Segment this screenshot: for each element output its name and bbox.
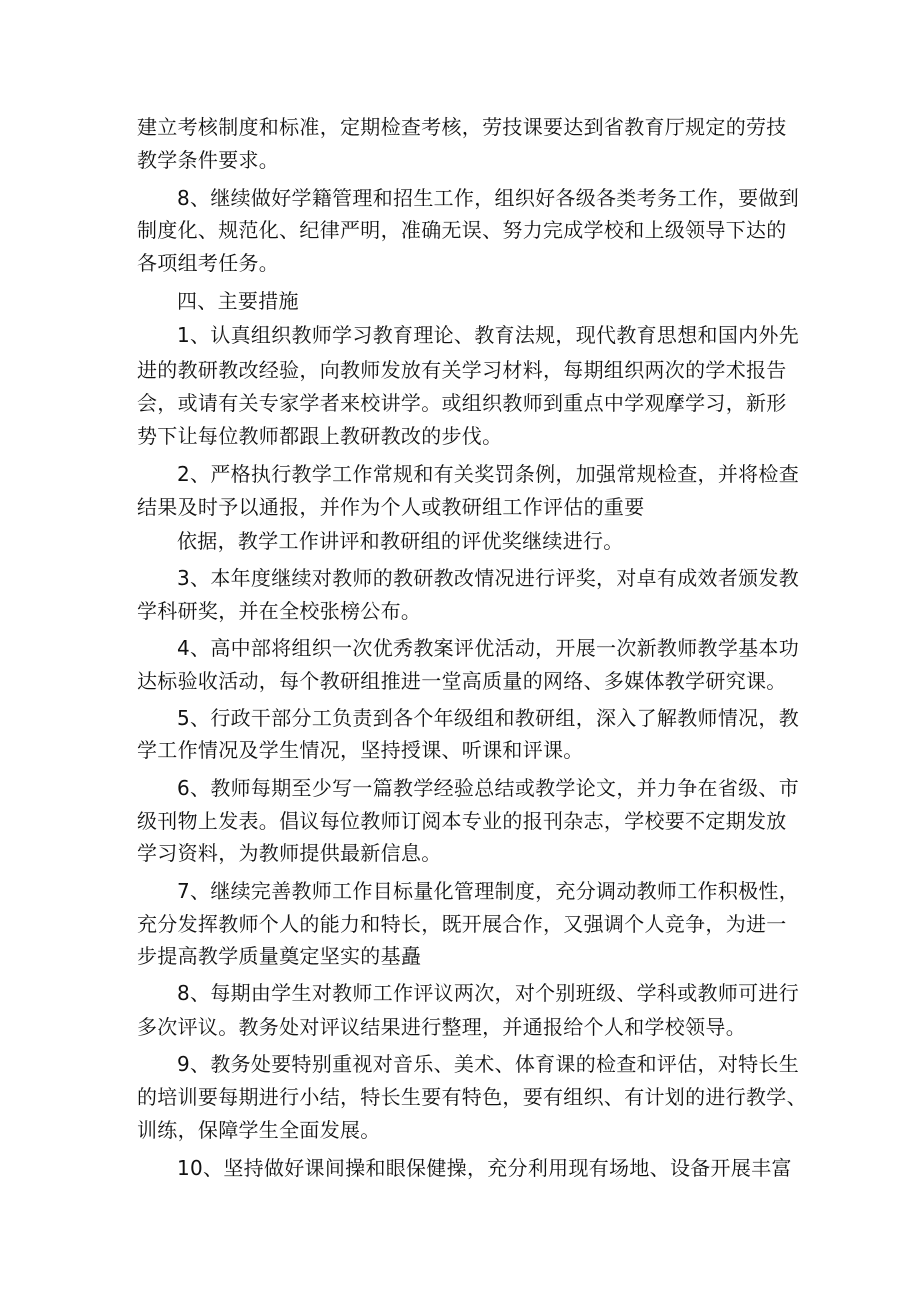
text-line: 8、继续做好学籍管理和招生工作，组织好各级各类考务工作，要做到 — [177, 186, 800, 210]
text-line: 1、认真组织教师学习教育理论、教育法规，现代教育思想和国内外先 — [177, 323, 800, 347]
text-line: 7、继续完善教师工作目标量化管理制度，充分调动教师工作积极性， — [177, 879, 800, 903]
text-line: 充分发挥教师个人的能力和特长，既开展合作，又强调个人竞争，为进一 — [137, 912, 787, 936]
text-line: 会，或请有关专家学者来校讲学。或组织教师到重点中学观摩学习，新形 — [137, 391, 787, 415]
text-line: 制度化、规范化、纪律严明，准确无误、努力完成学校和上级领导下达的 — [137, 218, 787, 242]
text-line: 2、严格执行教学工作常规和有关奖罚条例，加强常规检查，并将检查 — [177, 462, 800, 486]
text-line: 进的教研教改经验，向教师发放有关学习材料，每期组织两次的学术报告 — [137, 358, 787, 382]
text-line: 势下让每位教师都跟上教研教改的步伐。 — [137, 424, 503, 448]
text-line: 3、本年度继续对教师的教研教改情况进行评奖，对卓有成效者颁发教 — [177, 566, 800, 590]
text-line: 的培训要每期进行小结，特长生要有特色，要有组织、有计划的进行教学、 — [137, 1085, 807, 1109]
text-line: 依据，教学工作讲评和教研组的评优奖继续进行。 — [177, 529, 624, 553]
text-line: 四、主要措施 — [177, 289, 299, 313]
text-line: 各项组考任务。 — [137, 251, 280, 275]
text-line: 10、坚持做好课间操和眼保健操，充分利用现有场地、设备开展丰富 — [177, 1156, 792, 1180]
text-line: 学科研奖，并在全校张榜公布。 — [137, 599, 422, 623]
text-line: 结果及时予以通报，并作为个人或教研组工作评估的重要 — [137, 495, 645, 519]
text-line: 多次评议。教务处对评议结果进行整理，并通报给个人和学校领导。 — [137, 1015, 746, 1039]
text-line: 4、高中部将组织一次优秀教案评优活动，开展一次新教师教学基本功 — [177, 636, 800, 660]
text-line: 9、教务处要特别重视对音乐、美术、体育课的检查和评估，对特长生 — [177, 1052, 800, 1076]
text-line: 6、教师每期至少写一篇教学经验总结或教学论文，并力争在省级、市 — [177, 776, 800, 800]
text-line: 达标验收活动，每个教研组推进一堂高质量的网络、多媒体教学研究课。 — [137, 669, 787, 693]
text-line: 学习资料，为教师提供最新信息。 — [137, 841, 442, 865]
text-line: 5、行政干部分工负责到各个年级组和教研组，深入了解教师情况，教 — [177, 706, 800, 730]
text-line: 建立考核制度和标准，定期检查考核，劳技课要达到省教育厅规定的劳技 — [137, 115, 787, 139]
text-line: 训练，保障学生全面发展。 — [137, 1118, 381, 1142]
text-line: 学工作情况及学生情况，坚持授课、听课和评课。 — [137, 738, 584, 762]
text-line: 步提高教学质量奠定坚实的基矗 — [137, 944, 422, 968]
text-line: 8、每期由学生对教师工作评议两次，对个别班级、学科或教师可进行 — [177, 981, 800, 1005]
text-line: 级刊物上发表。倡议每位教师订阅本专业的报刊杂志，学校要不定期发放 — [137, 809, 787, 833]
text-line: 教学条件要求。 — [137, 148, 280, 172]
